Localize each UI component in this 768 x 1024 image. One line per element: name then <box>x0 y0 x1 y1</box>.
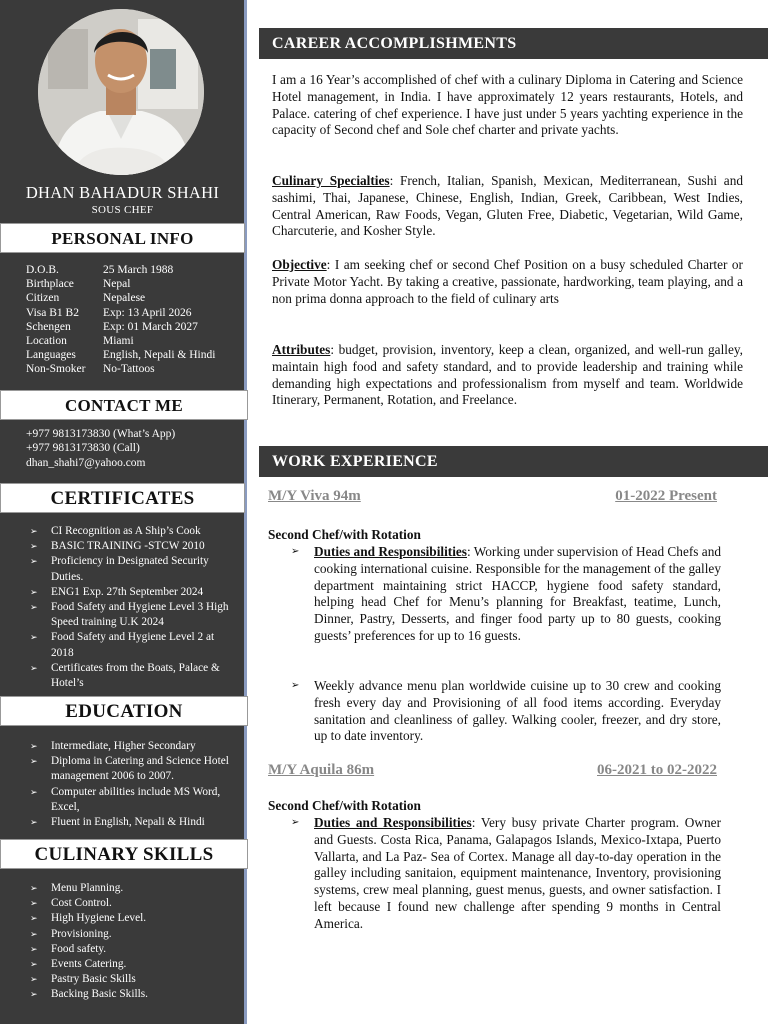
skill-item-text: Backing Basic Skills. <box>51 988 148 1001</box>
personal-info-key: Visa B1 B2 <box>26 306 79 319</box>
personal-info-key: Citizen <box>26 292 60 305</box>
personal-info-row <box>26 291 215 305</box>
arrow-bullet-icon: ➢ <box>30 928 38 939</box>
objective <box>272 257 743 307</box>
education-item-text: Computer abilities include MS Word, Excel, <box>51 785 221 813</box>
personal-info-value: 25 March 1988 <box>103 264 174 276</box>
personal-info-value: Nepalese <box>103 292 146 305</box>
attributes-label: Attributes <box>272 342 331 357</box>
certificate-item-text: BASIC TRAINING -STCW 2010 <box>51 540 205 553</box>
arrow-bullet-icon: ➢ <box>30 898 38 909</box>
job-dates: 06-2021 to 02-2022 <box>597 762 717 778</box>
skill-item <box>30 911 235 926</box>
arrow-bullet-icon: ➢ <box>30 662 38 673</box>
duties-label: Duties and Responsibilities <box>314 815 472 830</box>
certificate-item <box>30 630 235 660</box>
education-item <box>30 739 235 754</box>
contact-heading: CONTACT ME <box>0 390 248 420</box>
skill-item <box>30 957 235 972</box>
certificate-item-text: ENG1 Exp. 27th September 2024 <box>51 585 204 598</box>
job-role: Second Chef/with Rotation <box>268 527 421 542</box>
personal-info-row <box>26 306 215 320</box>
sidebar <box>0 0 247 1024</box>
certificate-item <box>30 661 235 691</box>
personal-info-value: English, Nepali & Hindi <box>103 349 216 362</box>
personal-info-key: Location <box>26 335 67 348</box>
personal-info-key: D.O.B. <box>26 264 59 276</box>
job-duties <box>291 815 721 933</box>
duties-text: : Very busy private Charter program. Owner and Guests. Costa Rica, Panama, Galapagos Islands, Mexico-Ixtapa, Puerto Vallarta, and La Paz- Sea of Cortex. Manage all day-to-day operation in the galley including sanitaion, equipment maintenance, Inventory, provisioning systems, crew meal planning, guest menus, guests, and owner satisfaction. I left because I found new challenge after spending 9 months in Central America. <box>314 815 721 931</box>
skill-item-text: High Hygiene Level. <box>51 912 147 925</box>
job-header <box>268 762 717 779</box>
education-item-text: Fluent in English, Nepali & Hindi <box>51 816 205 829</box>
education-heading: EDUCATION <box>0 696 248 726</box>
skill-item <box>30 881 235 896</box>
personal-info-key: Schengen <box>26 320 71 333</box>
education-item <box>30 754 235 784</box>
culinary-specialties <box>272 173 743 240</box>
certificates-list <box>30 524 235 691</box>
career-heading: CAREER ACCOMPLISHMENTS <box>259 28 768 59</box>
specialties-label: Culinary Specialties <box>272 173 390 188</box>
candidate-name: DHAN BAHADUR SHAHI <box>25 183 220 202</box>
arrow-bullet-icon: ➢ <box>30 959 38 970</box>
certificate-item <box>30 524 235 539</box>
job-duties <box>291 544 721 645</box>
personal-info-value: Nepal <box>103 278 131 291</box>
skill-item-text: Pastry Basic Skills <box>51 973 136 986</box>
arrow-bullet-icon: ➢ <box>30 602 38 613</box>
career-intro: I am a 16 Year’s accomplished of chef with a culinary Diploma in Catering and Science Hotel management, in India. I have approximately 12 years restaurants, Hotels, and Palace. catering of chef experience. I have just under 5 years yachting experience in the capacity of Second chef and Sole chef charter and private yachts. <box>272 72 743 138</box>
job-vessel: M/Y Viva 94m <box>268 488 361 504</box>
culinary-skills-list <box>30 881 235 1003</box>
objective-text: : I am seeking chef or second Chef Position on a busy scheduled Charter or Private Motor Yacht. By taking a creative, passionate, hardworking, team playing, and a non prima donna approach to the field of culinary arts <box>272 257 743 306</box>
arrow-bullet-icon: ➢ <box>30 883 38 893</box>
skill-item-text: Cost Control. <box>51 897 112 910</box>
arrow-bullet-icon: ➢ <box>30 541 38 552</box>
attributes <box>272 342 743 409</box>
skill-item <box>30 927 235 942</box>
education-item <box>30 815 235 830</box>
arrow-bullet-icon: ➢ <box>30 943 38 954</box>
job-vessel: M/Y Aquila 86m <box>268 762 375 778</box>
arrow-bullet-icon: ➢ <box>291 546 300 557</box>
personal-info-key: Non-Smoker <box>26 363 86 376</box>
arrow-bullet-icon: ➢ <box>30 556 38 567</box>
skill-item <box>30 942 235 957</box>
certificate-item <box>30 539 235 554</box>
personal-info-key: Languages <box>26 349 76 362</box>
personal-info-row <box>26 277 215 291</box>
certificate-item-text: Proficiency in Designated Security Duties. <box>51 555 209 583</box>
personal-info-heading: PERSONAL INFO <box>0 223 245 253</box>
job-role: Second Chef/with Rotation <box>268 798 421 813</box>
certificate-item-text: Food Safety and Hygiene Level 3 High Speed training U.K 2024 <box>51 601 229 629</box>
arrow-bullet-icon: ➢ <box>291 680 300 691</box>
education-item-text: Intermediate, Higher Secondary <box>51 740 196 752</box>
candidate-role: SOUS CHEF <box>91 204 154 216</box>
contact-item: +977 9813173830 (Call) <box>26 442 140 455</box>
personal-info-value: No-Tattoos <box>103 363 155 376</box>
objective-label: Objective <box>272 257 327 272</box>
personal-info-row <box>26 334 215 348</box>
contact-item: +977 9813173830 (What’s App) <box>26 428 176 440</box>
arrow-bullet-icon: ➢ <box>30 526 38 536</box>
specialties-text: : French, Italian, Spanish, Mexican, Mediterranean, Sushi and sashimi, Thai, Japanese, Chinese, English, Indian, Greek, Caribbean, West Indies, Central American, Raw Foods, Vegan, Gluten Free, Diabetic, Vegetarian, Wild Game, Charcuterie, and Kosher Style. <box>272 173 743 239</box>
certificate-item <box>30 600 235 630</box>
profile-photo <box>38 9 204 175</box>
job-dates: 01-2022 Present <box>615 488 717 504</box>
arrow-bullet-icon: ➢ <box>30 632 38 643</box>
skill-item <box>30 896 235 911</box>
personal-info-row <box>26 320 215 334</box>
job-header <box>268 488 717 505</box>
arrow-bullet-icon: ➢ <box>291 817 300 828</box>
skill-item <box>30 987 235 1002</box>
skill-item-text: Menu Planning. <box>51 882 124 894</box>
skill-item-text: Provisioning. <box>51 927 112 940</box>
extra-duties-text: Weekly advance menu plan worldwide cuisine up to 30 crew and cooking fresh every day and Provisioning of all food items according. Everyday sanitation and cleanliness of galley. Walking cooler, freezer, and dry store, up to date inventory. <box>314 678 721 744</box>
personal-info-key: Birthplace <box>26 278 74 291</box>
skill-item-text: Food safety. <box>51 942 107 955</box>
education-list <box>30 739 235 830</box>
education-item <box>30 785 235 815</box>
arrow-bullet-icon: ➢ <box>30 741 38 751</box>
attributes-text: : budget, provision, inventory, keep a clean, organized, and well-run galley, maintain high food and safety standard, and to provide leadership and training while demanding high expectations and professionalism from myself and team. Worldwide Itinerary, Permanent, Rotation, and Freelance. <box>272 342 743 408</box>
arrow-bullet-icon: ➢ <box>30 989 38 1000</box>
personal-info-row <box>26 263 215 277</box>
contact-item: dhan_shahi7@yahoo.com <box>26 456 146 469</box>
arrow-bullet-icon: ➢ <box>30 817 38 828</box>
personal-info-row <box>26 348 215 362</box>
skill-item <box>30 972 235 987</box>
job-extra-duties <box>291 678 721 745</box>
duties-label: Duties and Responsibilities <box>314 544 467 559</box>
personal-info-value: Exp: 01 March 2027 <box>103 320 198 333</box>
certificate-item-text: Food Safety and Hygiene Level 2 at 2018 <box>51 631 215 659</box>
certificate-item <box>30 585 235 600</box>
arrow-bullet-icon: ➢ <box>30 974 38 985</box>
culinary-skills-heading: CULINARY SKILLS <box>0 839 248 869</box>
certificate-item <box>30 554 235 584</box>
certificates-heading: CERTIFICATES <box>0 483 245 513</box>
personal-info-value: Exp: 13 April 2026 <box>103 306 192 319</box>
certificate-item-text: Certificates from the Boats, Palace & Hotel’s <box>51 661 220 690</box>
personal-info-row <box>26 362 215 376</box>
arrow-bullet-icon: ➢ <box>30 586 38 597</box>
skill-item-text: Events Catering. <box>51 958 127 971</box>
education-item-text: Diploma in Catering and Science Hotel management 2006 to 2007. <box>51 755 229 783</box>
arrow-bullet-icon: ➢ <box>30 786 38 797</box>
duties-text: : Working under supervision of Head Chefs and cooking international cuisine. Responsible for the management of the galley department maintaining strict HACCP, hygiene food safety standard, helping head Chef for Menu’s planning for Breakfast, teatime, Lunch, Dinner, Pastry, Desserts, and finger food party up to 80 guests, cooking guests’ preferences for up to 16 guests. <box>314 544 721 643</box>
arrow-bullet-icon: ➢ <box>30 913 38 924</box>
arrow-bullet-icon: ➢ <box>30 756 38 767</box>
work-experience-heading: WORK EXPERIENCE <box>259 446 768 477</box>
personal-info-value: Miami <box>103 335 134 348</box>
personal-info-list <box>26 263 215 377</box>
contact-list <box>26 427 175 470</box>
certificate-item-text: CI Recognition as A Ship’s Cook <box>51 525 201 537</box>
